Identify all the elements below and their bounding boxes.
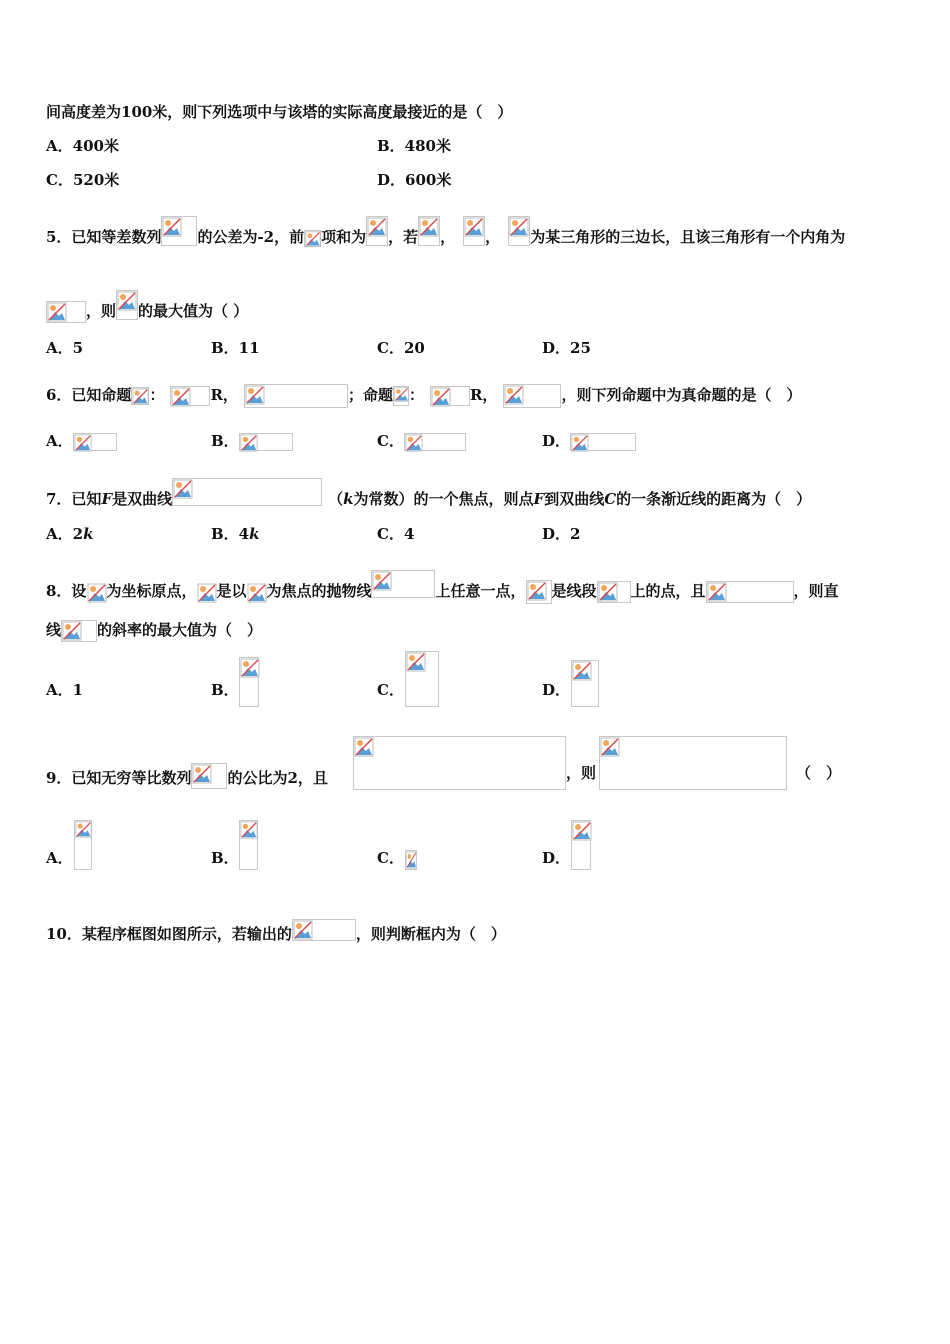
q7-text: 是双曲线 [112,490,173,508]
broken-image-icon [75,821,92,838]
math-var: F [533,490,545,508]
option-label: A．2 [46,525,84,543]
q9-option-d: D． [542,849,571,867]
broken-image-icon [162,217,182,237]
formula-image [116,290,138,320]
broken-image-icon [406,652,426,672]
q5-option-a: A．5 [46,339,84,357]
formula-image [244,384,348,408]
q6-text: 6．已知命题 [46,386,132,404]
q7-option-a [46,524,93,544]
q9-option-b: B． [211,849,239,867]
q7-text: 7．已知 [46,490,102,508]
q8-option-c: C． [377,681,404,699]
q8-text: ，则直 [793,582,839,600]
broken-image-icon [245,385,265,405]
q7-line1 [46,478,811,509]
q5-option-d: D．25 [542,339,591,357]
formula-image [366,216,388,246]
q7-text: 到双曲线 [544,490,605,508]
broken-image-icon [173,479,193,499]
q8-option-d: D． [542,681,571,699]
broken-image-icon [419,217,439,237]
formula-image [508,216,530,246]
broken-image-icon [171,387,191,407]
q5-line2 [46,290,248,323]
broken-image-icon [572,661,592,681]
formula-image [706,581,794,603]
formula-image [405,850,417,870]
broken-image-icon [74,434,92,452]
q10-line1 [46,919,506,944]
math-var: k [83,525,94,543]
q8-line1 [46,570,839,604]
q9-text: （ ） [796,764,842,782]
option-label: B．4 [211,525,250,543]
formula-image [371,570,435,598]
formula-image [597,581,631,603]
q4-option-c: C．520米 [46,171,120,189]
broken-image-icon [247,583,267,603]
formula-image [405,651,439,707]
q5-text: ，则 [86,302,117,320]
q5-option-c: C．20 [377,339,425,357]
q8-option-b: B． [211,681,239,699]
formula-image [170,386,210,406]
q7-option-b [211,524,260,544]
broken-image-icon [600,737,620,757]
math-var: F [101,490,113,508]
broken-image-icon [571,434,589,452]
formula-image [503,384,561,408]
q8-text: 为焦点的抛物线 [266,582,372,600]
formula-image [86,582,106,602]
q10-text: 10．某程序框图如图所示，若输出的 [46,925,292,943]
q8-text: 是以 [216,582,247,600]
broken-image-icon [240,821,258,839]
broken-image-icon [598,582,618,602]
q6-text: ： [408,386,424,404]
formula-image [571,660,599,707]
formula-image [196,582,216,602]
formula-image [404,433,466,451]
formula-image [239,433,293,451]
q8-text: 上的点，且 [630,582,706,600]
broken-image-icon [464,217,484,237]
q5-line1 [46,216,845,247]
formula-image [73,433,117,451]
q7-option-c: C．4 [377,525,415,543]
broken-image-icon [240,658,260,678]
math-var: C [604,490,617,508]
q6-text: ，则下列命题中为真命题的是（ ） [561,386,802,404]
q5-option-b: B．11 [211,339,260,357]
option-label: B． [211,432,239,450]
q8-text: 的斜率的最大值为（ ） [97,621,263,639]
broken-image-icon [707,582,727,602]
formula-image [239,657,259,707]
q9-line1 [46,763,328,789]
q8-line2 [46,620,262,642]
option-label: D． [542,432,571,450]
q9-text: 9．已知无穷等比数列 [46,769,192,787]
q4-option-b: B．480米 [377,137,451,155]
q7-option-d: D．2 [542,525,581,543]
q8-text: 为坐标原点， [106,582,197,600]
broken-image-icon [62,621,82,641]
q6-option-a [46,431,117,451]
q5-text: 项和为 [321,228,367,246]
q6-text: R， [469,386,498,404]
formula-image [246,582,266,602]
broken-image-icon [367,217,387,237]
broken-image-icon [509,217,529,237]
q4-continuation: 间高度差为100米，则下列选项中与该塔的实际高度最接近的是（ ） [46,103,513,121]
q8-text: 上任意一点， [435,582,526,600]
broken-image-icon [47,302,67,322]
q7-text: （ [328,490,344,508]
q5-text: 5．已知等差数列 [46,228,162,246]
q4-option-a: A．400米 [46,137,119,155]
formula-image [570,433,636,451]
q8-option-a: A．1 [46,681,84,699]
broken-image-icon [405,434,423,452]
q10-text: ，则判断框内为（ ） [355,925,506,943]
q6-option-c [377,431,466,451]
formula-image [304,230,321,247]
q9-option-c: C． [377,849,404,867]
formula-image [463,216,485,246]
broken-image-icon [132,388,149,405]
q6-text: R， [210,386,238,404]
q5-text: ，若 [388,228,419,246]
q5-text: ， [485,228,501,246]
broken-image-icon [572,821,592,841]
math-var: k [249,525,260,543]
formula-image [74,820,92,870]
broken-image-icon [192,764,212,784]
q8-text: 线 [46,621,62,639]
broken-image-icon [372,571,392,591]
formula-image [353,736,566,790]
q6-option-d [542,431,636,451]
q5-text: ， [440,228,456,246]
q4-option-d: D．600米 [377,171,452,189]
formula-image [430,386,470,406]
formula-image [239,820,258,870]
broken-image-icon [197,583,217,603]
formula-image [191,763,227,789]
formula-image [393,386,409,406]
broken-image-icon [527,581,547,601]
broken-image-icon [305,231,321,247]
q6-text: ： [149,386,165,404]
formula-image [571,820,591,870]
q8-text: 8．设 [46,582,87,600]
broken-image-icon [431,387,451,407]
q5-text: 的公差为-2，前 [197,228,305,246]
q5-text: 为某三角形的三边长，且该三角形有一个内角为 [530,228,846,246]
formula-image [61,620,97,642]
formula-image [292,919,356,941]
formula-image [418,216,440,246]
math-var: k [343,490,354,508]
formula-image [131,387,149,405]
q6-line1 [46,384,801,408]
formula-image [46,301,86,323]
broken-image-icon [394,387,409,402]
formula-image [599,736,787,790]
q8-text: 是线段 [551,582,597,600]
q5-text: 的最大值为（ ） [138,302,249,320]
broken-image-icon [293,920,313,940]
broken-image-icon [117,291,137,311]
q9-text: 的公比为2，且 [227,769,328,787]
q9-option-a: A． [46,849,73,867]
q9-text: ，则 [566,764,597,782]
broken-image-icon [406,851,417,869]
broken-image-icon [504,385,524,405]
q7-text: 的一条渐近线的距离为（ ） [616,490,812,508]
formula-image [526,580,552,604]
q7-text: 为常数）的一个焦点，则点 [353,490,534,508]
q6-option-b [211,431,293,451]
q6-text: ；命题 [347,386,393,404]
broken-image-icon [87,583,107,603]
broken-image-icon [354,737,374,757]
formula-image [172,478,322,506]
broken-image-icon [240,434,258,452]
formula-image [161,216,197,246]
option-label: A． [46,432,73,450]
option-label: C． [377,432,404,450]
